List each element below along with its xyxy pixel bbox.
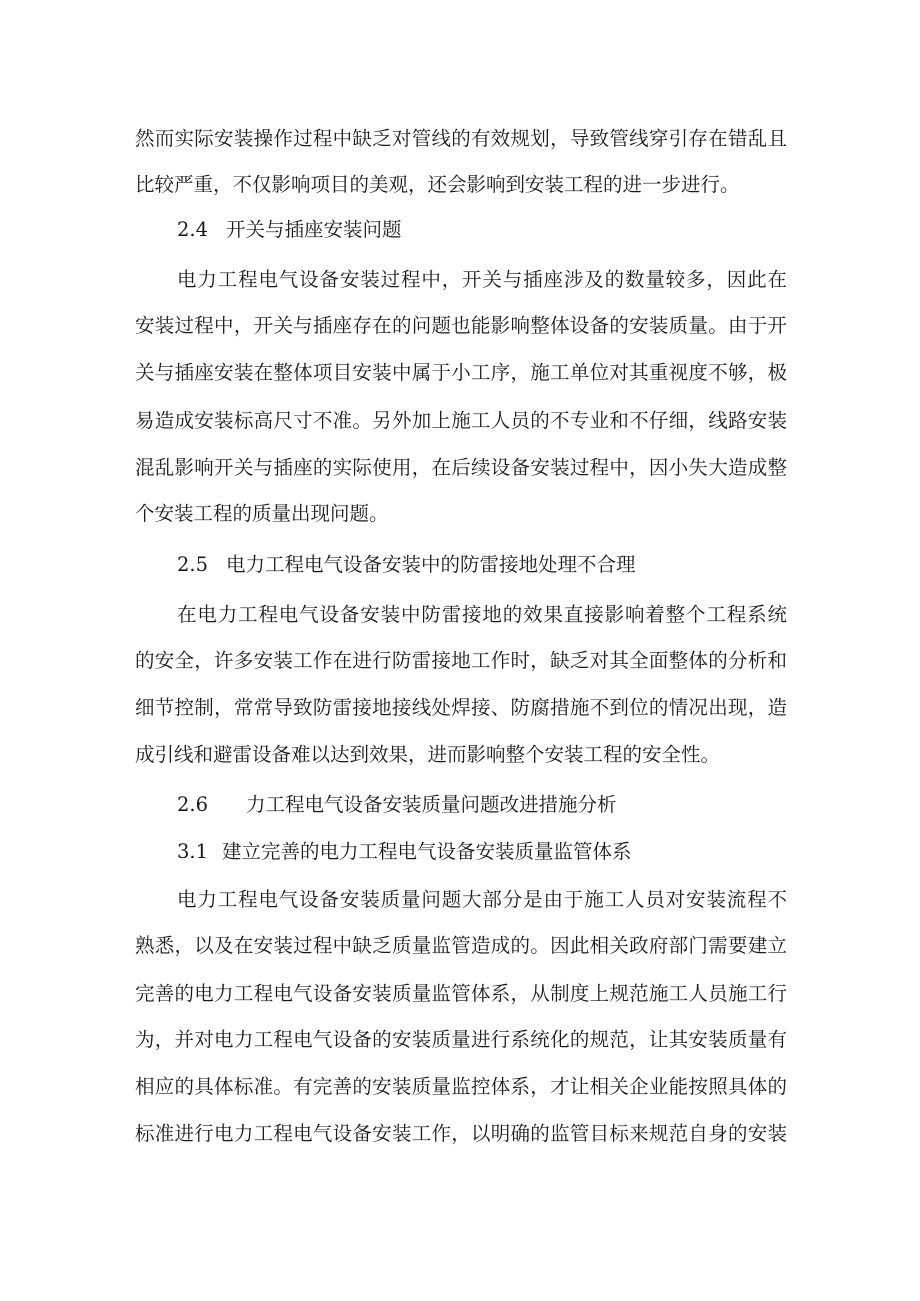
text-line: 然而实际安装操作过程中缺乏对管线的有效规划，导致管线穿引存在错乱且 bbox=[135, 127, 787, 150]
text-line: 关与插座安装在整体项目安装中属于小工序，施工单位对其重视度不够，极 bbox=[135, 361, 787, 384]
text-line: 混乱影响开关与插座的实际使用，在后续设备安装过程中，因小失大造成整 bbox=[135, 456, 787, 479]
section-title: 建立完善的电力工程电气设备安装质量监管体系 bbox=[222, 840, 632, 863]
text-line: 电力工程电气设备安装过程中，开关与插座涉及的数量较多，因此在 bbox=[177, 268, 787, 291]
text-line: 个安装工程的质量出现问题。 bbox=[135, 502, 389, 525]
text-line: 为，并对电力工程电气设备的安装质量进行系统化的规范，让其安装质量有 bbox=[135, 1028, 787, 1051]
text-line: 相应的具体标准。有完善的安装质量监控体系，才让相关企业能按照具体的 bbox=[135, 1075, 787, 1098]
text-line: 完善的电力工程电气设备安装质量监管体系，从制度上规范施工人员施工行 bbox=[135, 982, 787, 1005]
text-line: 细节控制，常常导致防雷接地接线处焊接、防腐措施不到位的情况出现，造 bbox=[135, 696, 787, 719]
text-line: 电力工程电气设备安装质量问题大部分是由于施工人员对安装流程不 bbox=[177, 888, 787, 911]
section-number: 2.6 bbox=[177, 793, 209, 816]
section-number: 2.5 bbox=[177, 553, 209, 576]
text-line: 易造成安装标高尺寸不准。另外加上施工人员的不专业和不仔细，线路安装 bbox=[135, 409, 787, 432]
text-line: 安装过程中，开关与插座存在的问题也能影响整体设备的安装质量。由于开 bbox=[135, 314, 787, 337]
text-line: 的安全，许多安装工作在进行防雷接地工作时，缺乏对其全面整体的分析和 bbox=[135, 649, 787, 672]
text-line: 成引线和避雷设备难以达到效果，进而影响整个安装工程的安全性。 bbox=[135, 743, 721, 766]
section-title: 开关与插座安装问题 bbox=[226, 218, 402, 241]
text-line: 熟悉，以及在安装过程中缺乏质量监管造成的。因此相关政府部门需要建立 bbox=[135, 934, 787, 957]
section-title: 电力工程电气设备安装中的防雷接地处理不合理 bbox=[226, 553, 636, 576]
text-line: 比较严重，不仅影响项目的美观，还会影响到安装工程的进一步进行。 bbox=[135, 173, 740, 196]
section-title: 力工程电气设备安装质量问题改进措施分析 bbox=[246, 793, 617, 816]
section-number: 2.4 bbox=[177, 218, 209, 241]
text-line: 标准进行电力工程电气设备安装工作，以明确的监管目标来规范自身的安装 bbox=[135, 1122, 787, 1145]
text-line: 在电力工程电气设备安装中防雷接地的效果直接影响着整个工程系统 bbox=[177, 603, 787, 626]
section-number: 3.1 bbox=[177, 840, 209, 863]
